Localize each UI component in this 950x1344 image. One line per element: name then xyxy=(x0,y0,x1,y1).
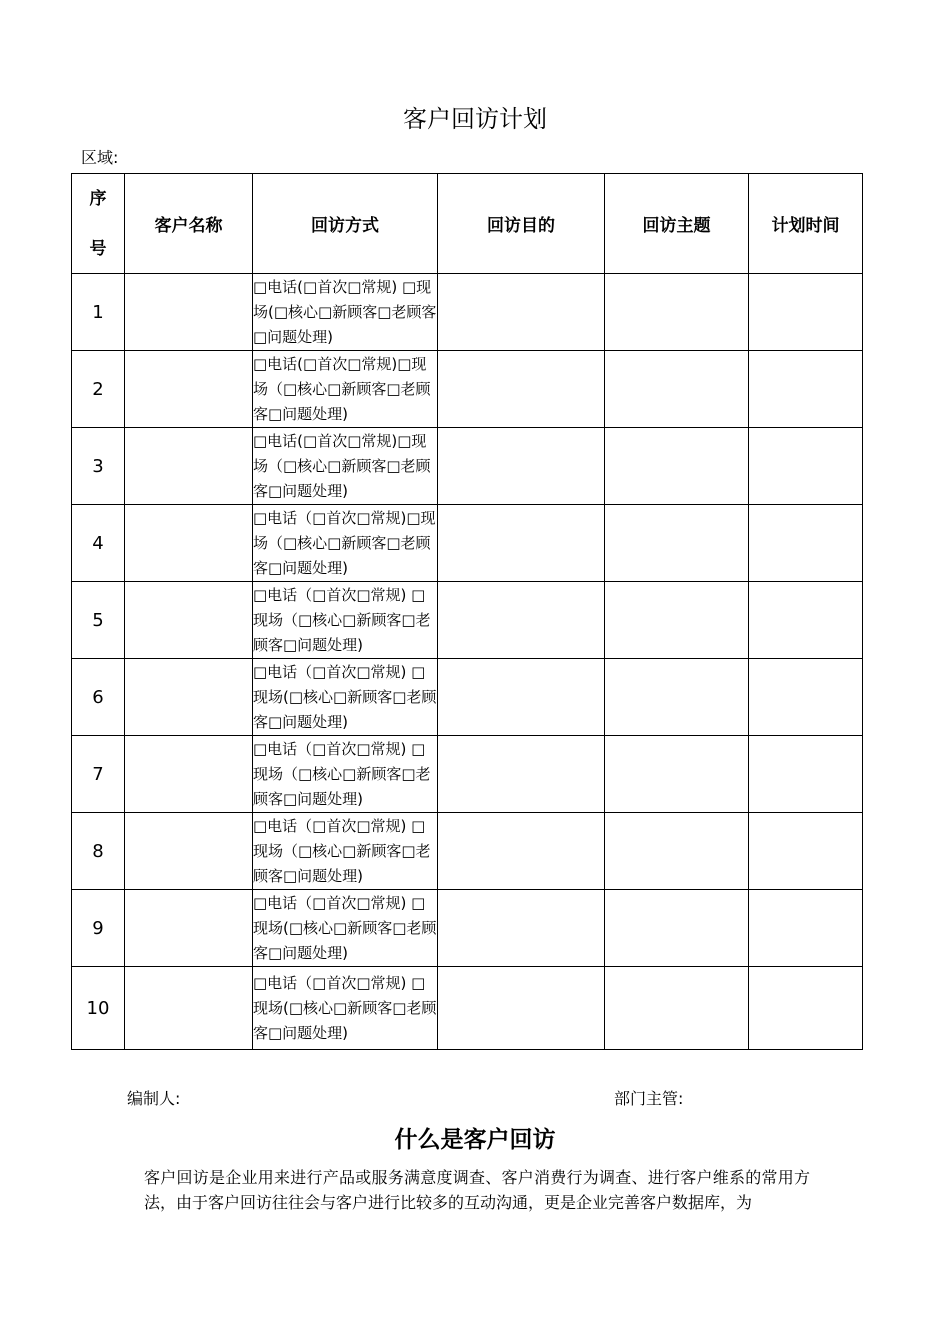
row-number: 6 xyxy=(72,659,125,736)
purpose-cell xyxy=(438,736,605,813)
method-cell: □电话（□首次□常规) □现场(□核心□新顾客□老顾客□问题处理) xyxy=(253,890,438,967)
region-label: 区域: xyxy=(81,148,119,167)
purpose-cell xyxy=(438,582,605,659)
table-row xyxy=(72,890,863,967)
header-customer-name: 客户名称 xyxy=(125,174,253,274)
row-number: 10 xyxy=(72,967,125,1050)
plan-time-cell xyxy=(749,813,863,890)
customer-name-cell xyxy=(125,428,253,505)
row-number: 1 xyxy=(72,274,125,351)
purpose-cell xyxy=(438,428,605,505)
plan-time-cell xyxy=(749,428,863,505)
page-title: 客户回访计划 xyxy=(403,105,547,133)
table-row xyxy=(72,967,863,1050)
theme-cell xyxy=(605,274,749,351)
table-row xyxy=(72,274,863,351)
method-cell: □电话（□首次□常规) □现场（□核心□新顾客□老顾客□问题处理) xyxy=(253,736,438,813)
method-cell: □电话(□首次□常规)□现场（□核心□新顾客□老顾客□问题处理) xyxy=(253,428,438,505)
customer-name-cell xyxy=(125,505,253,582)
purpose-cell xyxy=(438,813,605,890)
customer-name-cell xyxy=(125,967,253,1050)
header-seq-bottom: 号 xyxy=(89,238,107,259)
theme-cell xyxy=(605,967,749,1050)
theme-cell xyxy=(605,505,749,582)
row-number: 8 xyxy=(72,813,125,890)
theme-cell xyxy=(605,428,749,505)
plan-time-cell xyxy=(749,967,863,1050)
theme-cell xyxy=(605,890,749,967)
table-row xyxy=(72,582,863,659)
customer-name-cell xyxy=(125,813,253,890)
customer-name-cell xyxy=(125,736,253,813)
table-header-row xyxy=(72,174,863,274)
theme-cell xyxy=(605,659,749,736)
method-cell: □电话（□首次□常规) □现场（□核心□新顾客□老顾客□问题处理) xyxy=(253,813,438,890)
row-number: 9 xyxy=(72,890,125,967)
theme-cell xyxy=(605,813,749,890)
theme-cell xyxy=(605,736,749,813)
method-cell: □电话(□首次□常规)□现场（□核心□新顾客□老顾客□问题处理) xyxy=(253,351,438,428)
header-theme: 回访主题 xyxy=(605,174,749,274)
plan-time-cell xyxy=(749,505,863,582)
header-purpose: 回访目的 xyxy=(438,174,605,274)
method-cell: □电话（□首次□常规) □现场(□核心□新顾客□老顾客□问题处理) xyxy=(253,967,438,1050)
plan-time-cell xyxy=(749,890,863,967)
method-cell: □电话（□首次□常规) □现场(□核心□新顾客□老顾客□问题处理) xyxy=(253,659,438,736)
customer-name-cell xyxy=(125,659,253,736)
row-number: 7 xyxy=(72,736,125,813)
header-seq-top: 序 xyxy=(89,188,107,209)
plan-time-cell xyxy=(749,582,863,659)
supervisor-label: 部门主管: xyxy=(614,1089,684,1108)
purpose-cell xyxy=(438,659,605,736)
compiler-label: 编制人: xyxy=(127,1089,181,1108)
customer-name-cell xyxy=(125,351,253,428)
method-cell: □电话（□首次□常规)□现场（□核心□新顾客□老顾客□问题处理) xyxy=(253,505,438,582)
section-paragraph: 客户回访是企业用来进行产品或服务满意度调查、客户消费行为调查、进行客户维系的常用方法，由于客户回访往往会与客户进行比较多的互动沟通，更是企业完善客户数据库，为 xyxy=(144,1168,810,1212)
table-row xyxy=(72,505,863,582)
purpose-cell xyxy=(438,967,605,1050)
row-number: 2 xyxy=(72,351,125,428)
customer-name-cell xyxy=(125,582,253,659)
plan-time-cell xyxy=(749,351,863,428)
table-row xyxy=(72,659,863,736)
purpose-cell xyxy=(438,890,605,967)
row-number: 3 xyxy=(72,428,125,505)
method-cell: □电话（□首次□常规) □现场（□核心□新顾客□老顾客□问题处理) xyxy=(253,582,438,659)
visit-plan-table xyxy=(71,173,863,1050)
row-number: 4 xyxy=(72,505,125,582)
header-method: 回访方式 xyxy=(253,174,438,274)
customer-name-cell xyxy=(125,890,253,967)
customer-name-cell xyxy=(125,274,253,351)
table-row xyxy=(72,428,863,505)
row-number: 5 xyxy=(72,582,125,659)
section-heading: 什么是客户回访 xyxy=(394,1127,556,1153)
purpose-cell xyxy=(438,351,605,428)
header-seq xyxy=(72,174,125,274)
plan-time-cell xyxy=(749,736,863,813)
table-row xyxy=(72,736,863,813)
purpose-cell xyxy=(438,274,605,351)
purpose-cell xyxy=(438,505,605,582)
plan-time-cell xyxy=(749,274,863,351)
table-row xyxy=(72,351,863,428)
method-cell: □电话(□首次□常规) □现场(□核心□新顾客□老顾客□问题处理) xyxy=(253,274,438,351)
plan-time-cell xyxy=(749,659,863,736)
theme-cell xyxy=(605,351,749,428)
theme-cell xyxy=(605,582,749,659)
table-row xyxy=(72,813,863,890)
header-plan-time: 计划时间 xyxy=(749,174,863,274)
